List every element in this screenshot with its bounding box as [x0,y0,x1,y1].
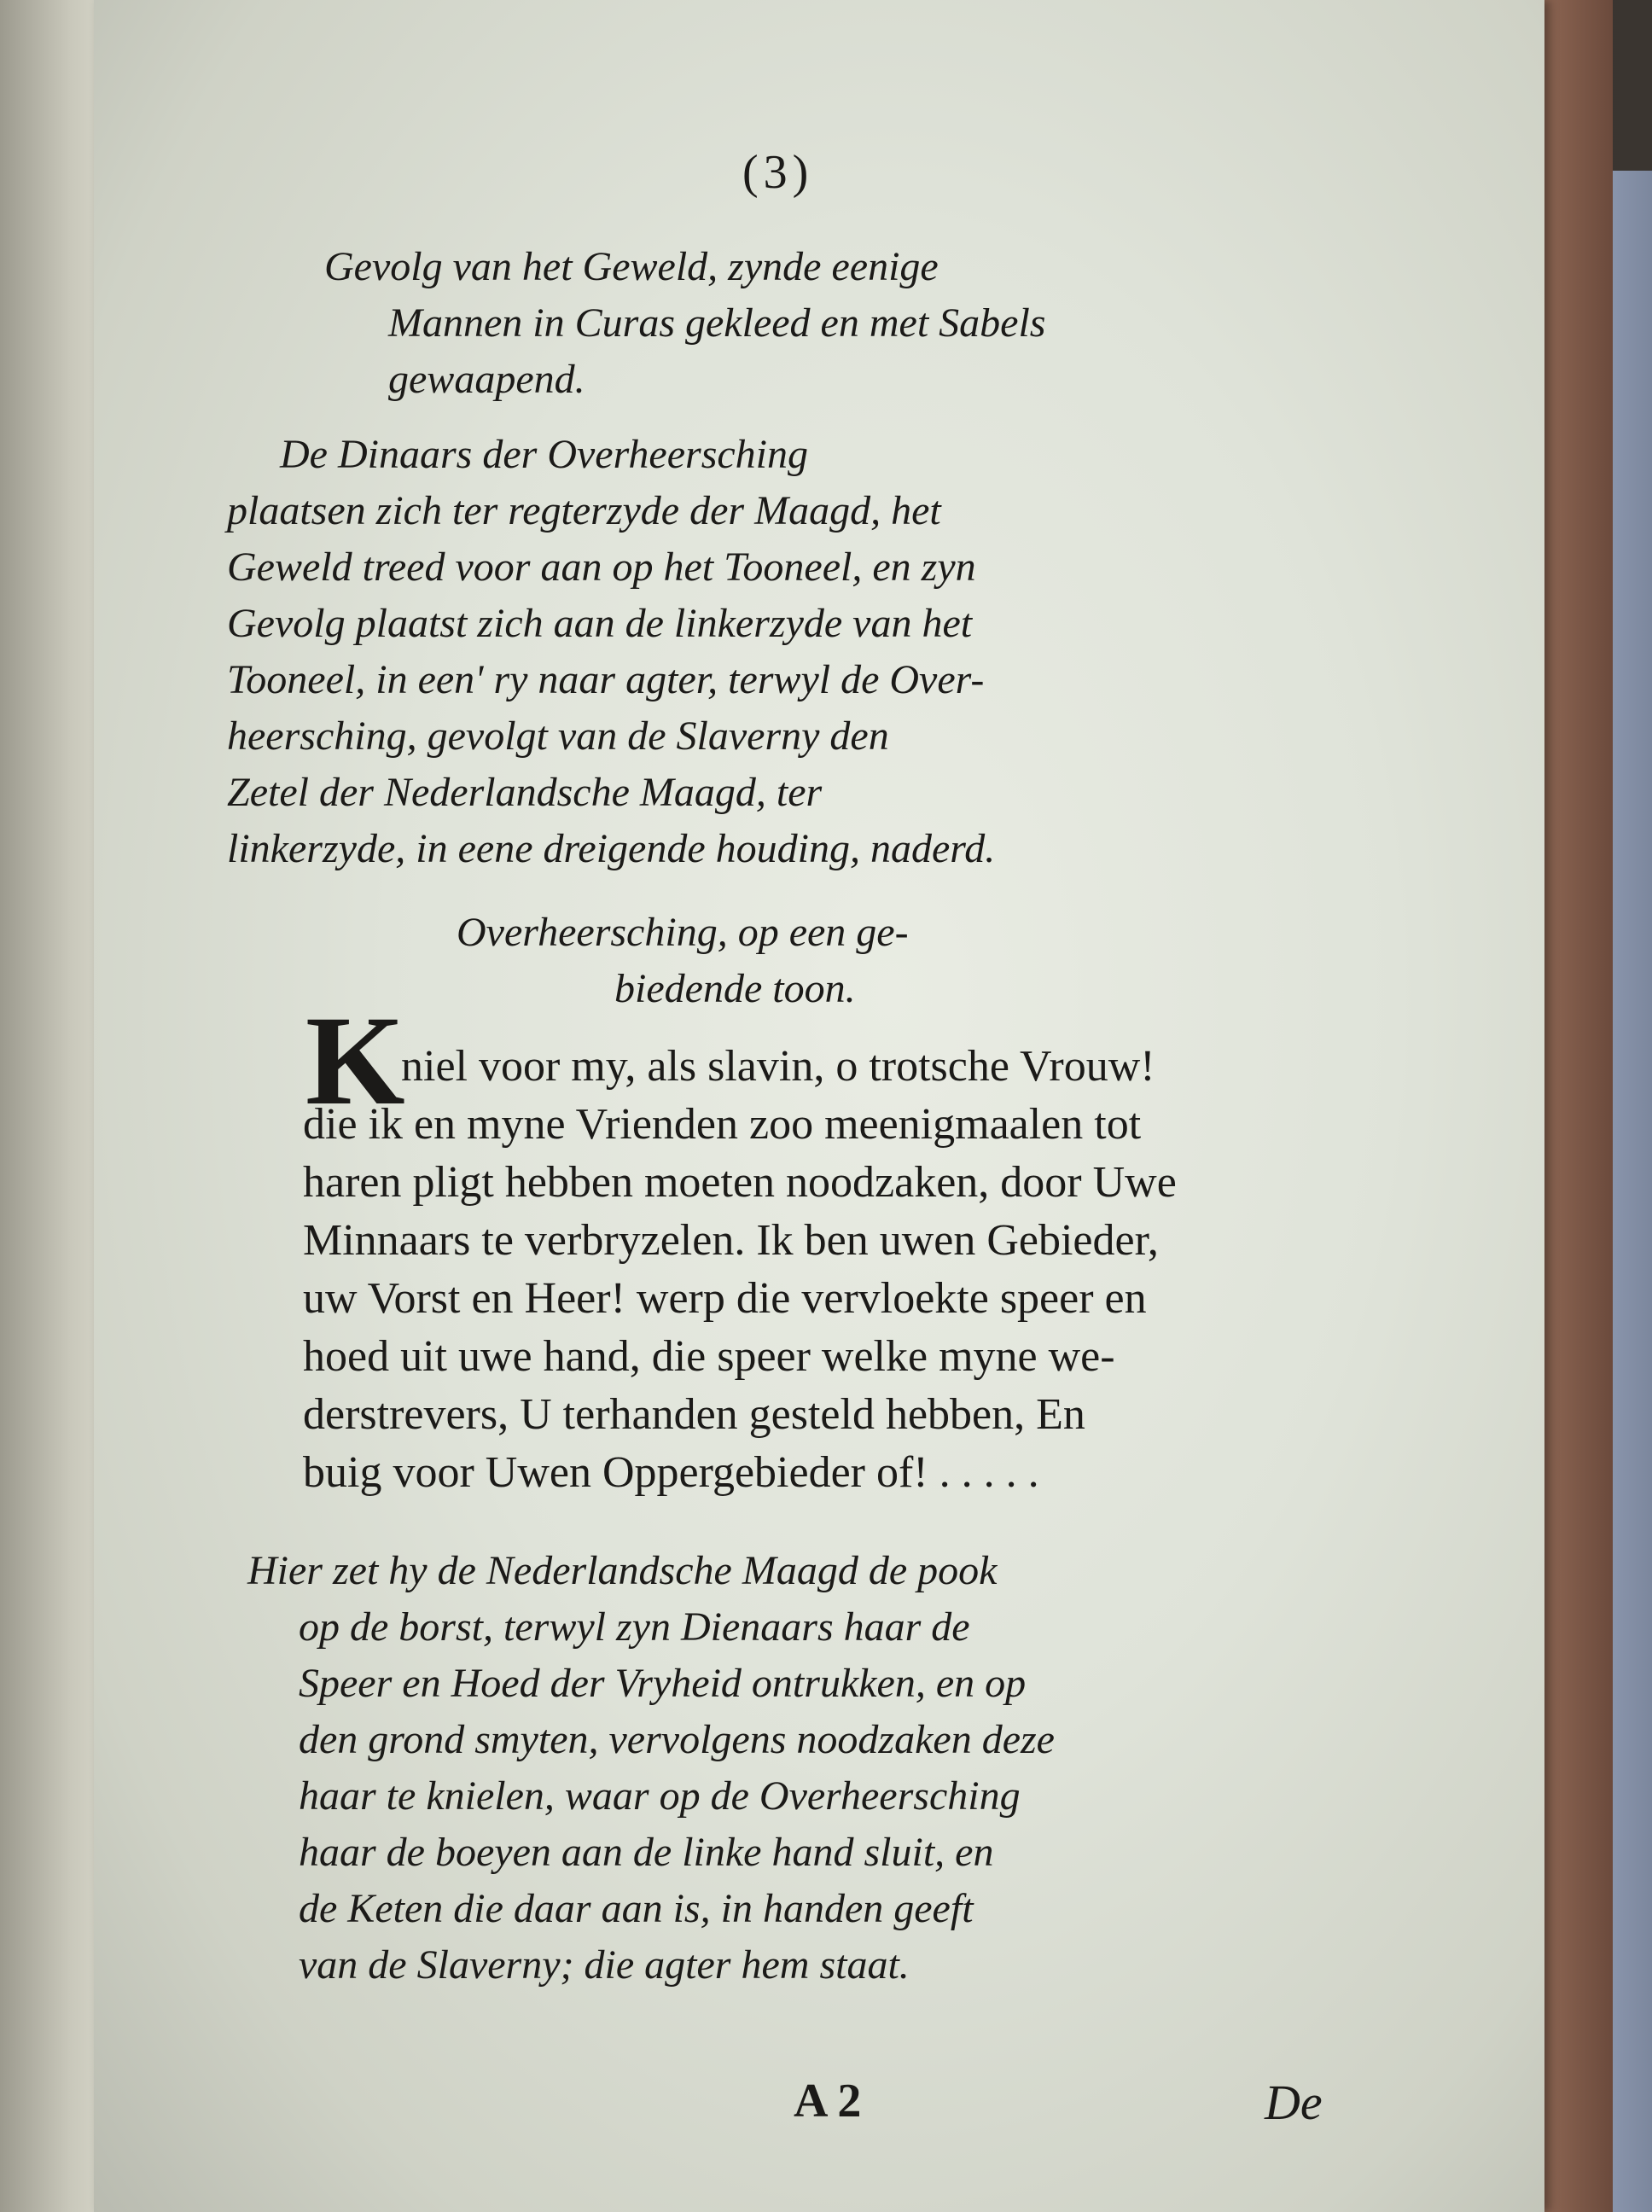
speech-line: niel voor my, als slavin, o trotsche Vrouw! [401,1042,1155,1091]
direction-2-line: den grond smyten, vervolgens noodzaken deze [299,1717,1055,1762]
direction-2-line: haar de boeyen aan de linke hand sluit, en [299,1830,994,1875]
heading-line-2: Mannen in Curas gekleed en met Sabels [388,300,1046,346]
speech-line: hoed uit uwe hand, die speer welke myne we- [303,1332,1115,1381]
speech-line: die ik en myne Vrienden zoo meenigmaalen tot [303,1100,1142,1149]
direction-2-line: de Keten die daar aan is, in handen geeft [299,1886,974,1931]
speech-line: uw Vorst en Heer! werp die vervloekte speer en [303,1274,1147,1323]
direction-1-line: Geweld treed voor aan op het Tooneel, en zyn [227,544,976,590]
direction-1-line: De Dinaars der Overheersching [280,432,809,477]
page-number: (3) [742,146,814,199]
direction-1-line: Tooneel, in een' ry naar agter, terwyl de Over- [227,657,985,702]
direction-2-line: Hier zet hy de Nederlandsche Maagd de pook [247,1548,998,1593]
direction-2-line: haar te knielen, waar op de Overheersching [299,1773,1021,1819]
direction-1-line: heersching, gevolgt van de Slaverny den [227,713,889,759]
direction-1-line: plaatsen zich ter regterzyde der Maagd, het [227,488,941,533]
catchword: De [1265,2075,1323,2130]
direction-1-line: linkerzyde, in eene dreigende houding, naderd. [227,826,996,871]
heading-line-3: gewaapend. [388,357,585,402]
speech-line: buig voor Uwen Oppergebieder of! . . . . . [303,1448,1039,1497]
direction-2-line: op de borst, terwyl zyn Dienaars haar de [299,1604,970,1650]
book-page [94,0,1544,2212]
speech-line: Minnaars te verbryzelen. Ik ben uwen Gebieder, [303,1216,1159,1265]
signature-mark: A 2 [794,2075,862,2128]
speech-line: derstrevers, U terhanden gesteld hebben, En [303,1390,1085,1439]
speaker-heading-line-1: Overheersching, op een ge- [457,910,909,955]
drop-cap: K [305,990,405,1132]
speaker-heading-line-2: biedende toon. [614,966,856,1011]
direction-2-line: van de Slaverny; die agter hem staat. [299,1942,910,1988]
direction-1-line: Zetel der Nederlandsche Maagd, ter [227,770,823,815]
speech-line: haren pligt hebben moeten noodzaken, door Uwe [303,1158,1177,1207]
heading-line-1: Gevolg van het Geweld, zynde eenige [324,244,939,289]
direction-1-line: Gevolg plaatst zich aan de linkerzyde van het [227,601,973,646]
direction-2-line: Speer en Hoed der Vryheid ontrukken, en op [299,1661,1027,1706]
